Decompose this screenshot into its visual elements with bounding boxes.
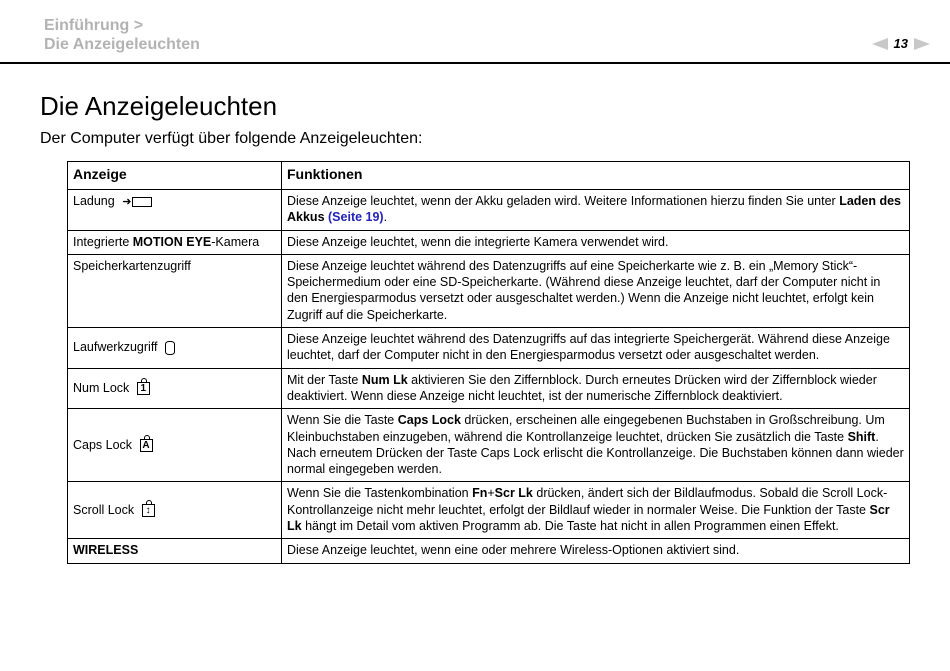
indicator-name [68,190,282,231]
page-number: 13 [893,36,908,51]
indicator-function [282,368,910,409]
caps-lock-icon: A [140,439,153,452]
indicator-name [68,482,282,539]
num-lock-icon: 1 [137,382,150,395]
breadcrumb-current[interactable]: Die Anzeigeleuchten [44,36,200,53]
indicator-label: Num Lock [73,380,130,395]
table-header-row [68,162,910,190]
indicator-label: Caps Lock [73,437,133,452]
indicator-name: Speicherkartenzugriff [68,254,282,327]
column-header-funktionen: Funktionen [282,162,910,190]
function-text: + [487,486,495,501]
table-row [68,368,910,409]
header-divider [0,62,950,64]
indicator-label: Integrierte [73,234,133,249]
scroll-lock-icon: ↕ [142,504,155,517]
previous-page-arrow-icon[interactable] [872,38,888,50]
indicator-name [68,368,282,409]
indicator-name [68,539,282,563]
indicator-label: Laufwerkzugriff [73,340,158,355]
column-header-anzeige: Anzeige [68,162,282,190]
function-text: Wenn Sie die Tastenkombination [287,486,473,501]
function-bold: Laden des Akkus [287,194,902,225]
indicator-function [282,482,910,539]
table-row [68,230,910,254]
function-text: aktivieren Sie den Ziffernblock. Durch erneutes Drücken wird der Ziffernblock wieder deaktiviert. Wenn diese Anzeige nicht leuchtet, ist der numerische Ziffernblock deaktiviert. [287,372,877,403]
breadcrumb-parent[interactable]: Einführung > [44,17,144,34]
function-bold: Caps Lock [397,413,461,428]
indicator-label: -Kamera [211,234,260,249]
indicator-function: Diese Anzeige leuchtet während des Datenzugriffs auf eine Speicherkarte wie z. B. ein „Memory Stick“-Speichermedium oder eine SD-Speicherkarte. (Während diese Anzeige leuchtet, darf der Computer nicht in den Energiesparmodus versetzt oder ausgeschaltet werden.) Wenn die Anzeige nicht leuchtet, erfolgt kein Zugriff auf die Speicherkarte. [282,254,910,327]
function-bold: Fn [472,486,488,501]
function-text: . [383,210,388,225]
next-page-arrow-icon[interactable] [914,38,930,50]
indicator-function [282,190,910,231]
page-link[interactable]: (Seite 19) [328,210,384,225]
function-bold: Shift [847,429,876,444]
indicator-name [68,328,282,369]
battery-charge-icon: ➜ [122,197,152,207]
function-bold: Scr Lk [287,502,890,534]
table-row [68,328,910,369]
function-text: Wenn Sie die Taste [287,413,398,428]
page-title: Die Anzeigeleuchten [40,91,278,121]
breadcrumb [44,16,200,54]
indicator-table [67,161,910,564]
function-bold: Scr Lk [494,486,533,501]
table-row [68,539,910,563]
indicator-label: Ladung [73,194,115,208]
function-text: hängt im Detail vom aktiven Programm ab. Die Taste hat nicht in allen Programmen einen Effekt. [301,519,839,534]
table-row [68,409,910,482]
intro-text: Der Computer verfügt über folgende Anzeigeleuchten: [40,130,423,147]
function-text: . Nach erneutem Drücken der Taste Caps Lock erlischt die Kontrollanzeige. Die Buchstaben können dann wieder normal eingegeben werden. [287,429,904,477]
function-text: Mit der Taste [287,372,362,387]
function-text: Diese Anzeige leuchtet, wenn der Akku geladen wird. Weitere Informationen hierzu finden Sie unter [287,194,840,208]
indicator-function: Diese Anzeige leuchtet, wenn die integrierte Kamera verwendet wird. [282,230,910,254]
indicator-function: Diese Anzeige leuchtet, wenn eine oder mehrere Wireless-Optionen aktiviert sind. [282,539,910,563]
indicator-label-bold: MOTION EYE [132,234,212,249]
indicator-function: Diese Anzeige leuchtet während des Datenzugriffs auf das integrierte Speichergerät. Während diese Anzeige leuchtet, darf der Computer nicht in den Energiesparmodus versetzt oder ausgeschaltet werden. [282,328,910,369]
indicator-function [282,409,910,482]
indicator-name [68,409,282,482]
page-navigation [872,36,930,51]
indicator-label-bold: WIRELESS [73,543,139,558]
table-row [68,190,910,231]
function-bold: Num Lk [361,372,408,387]
indicator-name [68,230,282,254]
table-row [68,482,910,539]
table-row [68,254,910,327]
function-text: drücken, erscheinen alle eingegebenen Buchstaben in Großschreibung. Um Kleinbuchstaben einzugeben, während die Kontrollanzeige leuchtet, drücken Sie zusätzlich die Taste [287,413,885,444]
indicator-label: Scroll Lock [73,502,135,517]
function-text: drücken, ändert sich der Bildlaufmodus. Sobald die Scroll Lock-Kontrollanzeige nicht mehr leuchtet, erfolgt der Bildlauf wieder in normaler Weise. Die Funktion der Taste [287,486,888,517]
drive-access-icon [165,341,175,355]
